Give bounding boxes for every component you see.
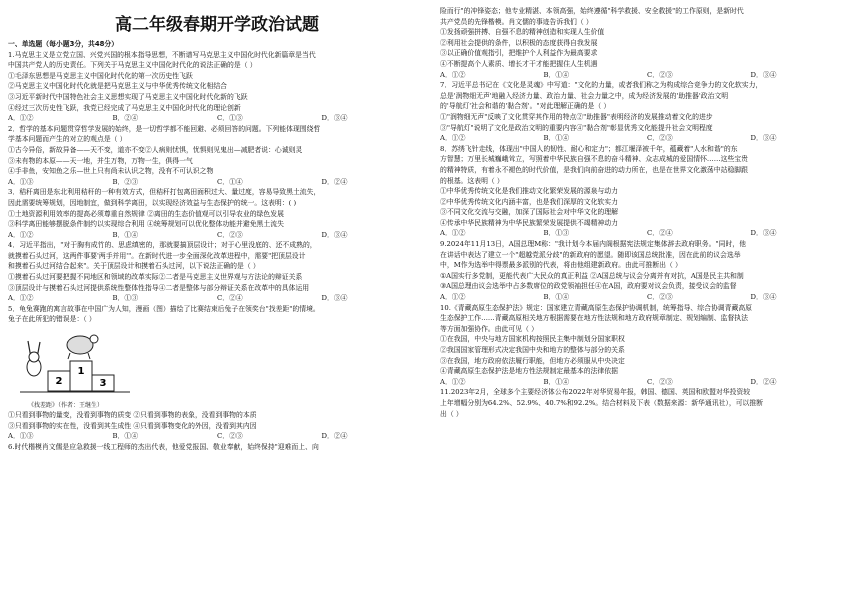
option-b[interactable]: B．①④ [543, 377, 570, 386]
exam-title: 高二年级春期开学政治试题 [115, 15, 319, 35]
q4-item: ③顶层设计与摸着石头过河提供系统性整体性指导④二者是整体与部分辩证关系在改革中的具体运用 [8, 283, 310, 292]
q9-stem: 9.2024年11月13日，A国总理M称："我计划今本届内阁根据宪法规定集体辞去政府职务。"同时，他 [440, 240, 746, 249]
q8-item: ④传承中华民族精神为中华民族繁荣发展提供不竭精神动力 [440, 218, 618, 227]
option-b[interactable]: B．①④ [543, 134, 570, 143]
option-b[interactable]: B．①③ [543, 229, 570, 238]
q2-stem: 2．哲学的基本问题贯穿哲学发展的始终，是一切哲学都不能回避、必须回答的问题。下列能体现围绕哲 [8, 124, 321, 133]
q7-stem: 总是'润物细无声'地融入经济力量、政治力量、社会力量之中，成为经济发展的'助推器'政治文明 [440, 91, 729, 100]
option-c[interactable]: C．②③ [647, 293, 673, 302]
q1-item: ④经过三次历史性飞跃，我党已经完成了马克思主义中国化时代化的理论创新 [8, 103, 241, 112]
option-a[interactable]: A．①② [440, 134, 466, 143]
q6-item: ④不断提高个人素质、增长才干才能把握住人生机遇 [440, 59, 598, 68]
podium-second: 2 [55, 376, 63, 388]
podium-third: 3 [99, 378, 107, 390]
q5-stem: 5．龟兔赛跑的寓言故事在中国广为人知，漫画（图）描绘了比赛结束后兔子在领奖台"找差距"的情境。 [8, 304, 320, 313]
q4-stem: 4．习近平指出，"对于胸有成竹的、思虑缜密的，那就要搞顶层设计；对于心里没底的、还不成熟的， [8, 241, 317, 250]
q6-options [440, 70, 854, 81]
q8-stem: 8．苏绣飞针走线，体现出"中国人的韧性、耐心和定力"；都江堰泽被千年，蕴藏着"人水和谐"的东 [440, 144, 738, 153]
q10-item: ②我国国家管理形式决定我国中央和地方的整体与部分的关系 [440, 346, 625, 354]
q9-stem: 在讲话中表达了建立一个"超越党派分歧"的新政府的愿望。随即该国总统批准，因在此前的议会选举 [440, 250, 741, 259]
option-d[interactable]: D．③④ [750, 70, 777, 79]
q6-stem: 险而行"的冲锋姿态；他专业精湛、本领高强，始终遵循"科学救援、安全救援"的工作原则，是新时代 [440, 7, 744, 15]
q7-item: ①"润物细无声"反映了文化贯穿其作用的特点②"助推器"表明经济的发展推动着文化的进步 [440, 112, 713, 121]
q10-stem: 10.《青藏高原生态保护法》规定：国家建立青藏高原生态保护协调机制，统筹指导、综合协调青藏高原 [440, 303, 753, 312]
option-d[interactable]: D．③④ [750, 229, 777, 238]
option-a[interactable]: A．①② [8, 230, 34, 239]
section-heading: 一、单选题（每小题3分，共48分） [8, 40, 119, 48]
q4-options [8, 293, 426, 304]
option-a[interactable]: A．①② [8, 114, 34, 123]
q3-options [8, 230, 426, 241]
q1-stem: 中国共产党人的历史责任。下列关于马克思主义中国化时代化的说法正确的是（ ） [8, 61, 257, 70]
option-d[interactable]: D．②④ [321, 177, 348, 186]
option-d[interactable]: D．②④ [750, 377, 777, 386]
q8-stem: 的根基。这表明（ ） [440, 176, 504, 185]
option-b[interactable]: B．②④ [112, 114, 139, 123]
option-c[interactable]: C．①③ [217, 114, 243, 123]
q1-item: ②马克思主义中国化时代化就是把马克思主义与中华优秀传统文化相结合 [8, 82, 228, 91]
option-c[interactable]: C．②③ [647, 70, 673, 79]
q10-item: ④青藏高原生态保护法是地方性法规制定最基本的法律依据 [440, 367, 618, 376]
option-c[interactable]: C．①④ [217, 177, 243, 186]
q10-options [440, 377, 854, 388]
cartoon-figure [18, 327, 136, 399]
q10-stem: 等方面加强协作。由此可见（ ） [440, 324, 538, 333]
option-a[interactable]: A．①② [440, 293, 466, 302]
option-b[interactable]: B．①③ [112, 294, 139, 303]
q6-item: ③以正确价值观指引，把维护个人利益作为最高要求 [440, 49, 598, 58]
q5-stem: 兔子在此所犯的错误是：（ ） [8, 315, 96, 324]
q6-item: ②利用社会提供的条件，以积极的态度获得自我发展 [440, 38, 598, 47]
q8-stem: 的精神特质，有着永不褪色的时代价值，是我们向前奋进的动力所在，也是在世界文化激荡中站稳脚跟 [440, 165, 748, 174]
q11-stem: 上年增幅分别为64.2%、52.9%、40.7%和92.2%。结合材料及下表（数据来源：新华通讯社），可以推断 [440, 398, 764, 407]
q1-stem: 1.马克思主义是立党立国、兴党兴国的根本指导思想，不断谱写马克思主义中国化时代化新篇章是当代 [8, 50, 316, 59]
option-d[interactable]: D．③④ [750, 134, 777, 143]
q9-stem: 中，M作为选举中得票最多派别的代表，将由他组建新政府。由此可推断出（ ） [440, 261, 682, 270]
q7-options [440, 133, 854, 144]
q3-item: ①土地资源利用效率的提高必须尊重自然规律 ②离田的生态价值观可以引导农业的绿色发展 [8, 209, 284, 218]
q8-stem: 方智慧；万里长城巍峨耸立，写照着中华民族自强不息的奋斗精神、众志成城的爱国情怀……这些宝贵 [440, 155, 748, 164]
cartoon-drawing [18, 327, 136, 399]
q10-item: ①在我国，中央与地方国家机构按照民主集中制划分国家职权 [440, 335, 625, 344]
q9-item: ③A国总理由议会选举中占多数席位的政党领袖担任④在A国，政府要对议会负责，接受议会的监督 [440, 282, 737, 291]
q1-item: ①毛泽东思想是马克思主义中国化时代化的第一次历史性飞跃 [8, 71, 193, 80]
option-d[interactable]: D．③④ [321, 230, 348, 239]
right-column [440, 6, 854, 606]
option-b[interactable]: B．①④ [543, 293, 570, 302]
q7-item: ③"导航灯"说明了文化是政治文明的重要内容④"黏合剂"彰显优秀文化能提升社会文明程度 [440, 123, 713, 132]
q2-options [8, 177, 426, 188]
option-d[interactable]: D．③④ [750, 293, 777, 302]
q5-options [8, 431, 426, 442]
q6-stem: 共产党员的先锋楷模。肖文儒的事迹告诉我们（ ） [440, 17, 593, 26]
option-a[interactable]: A．①② [440, 70, 466, 79]
option-c[interactable]: C．②③ [217, 432, 243, 441]
option-a[interactable]: A．①③ [8, 432, 34, 441]
q8-item: ②中华优秀传统文化内涵丰富，也是我们深厚的文化软实力 [440, 197, 618, 206]
option-c[interactable]: C．②④ [647, 229, 673, 238]
q2-item: ①古今异俗，新故异备——天不变，道亦不变②人病则忧惧，忧惧则见鬼出—减肥者说：心诚则灵 [8, 145, 303, 154]
q2-stem: 学基本问题而产生的对立的观点是（ ） [8, 135, 127, 144]
q11-stem: 11.2023年2月，全球多个主要经济体公布2022年对华贸易年报，韩国、德国、英国和欧盟对华投资较 [440, 388, 751, 397]
q8-item: ③不同文化交流与交融，加深了国际社会对中华文化的理解 [440, 208, 618, 217]
option-b[interactable]: B．②③ [112, 177, 139, 186]
option-c[interactable]: C．②③ [647, 134, 673, 143]
option-a[interactable]: A．①② [440, 229, 466, 238]
podium-first: 1 [77, 366, 85, 378]
q7-stem: 的'导航灯'社会和谐的'黏合剂'。"对此理解正确的是（ ） [440, 102, 611, 111]
option-d[interactable]: D．②④ [321, 432, 348, 441]
cartoon-caption: 《找差距》（作者：王继生） [28, 402, 104, 410]
q11-stem: 出（ ） [440, 409, 463, 418]
option-d[interactable]: D．③④ [321, 114, 348, 123]
left-column [8, 6, 426, 606]
q10-item: ③在我国，地方政府依法履行职能，但地方必须服从中央决定 [440, 356, 625, 365]
option-c[interactable]: C．②③ [647, 377, 673, 386]
q5-item: ③只看到事物的实在性，没看到其生成性 ④只看到事物变化的外因，没看到其内因 [8, 421, 257, 430]
q2-item: ③未有物的本原——天一地，并生万物，万物一生，俱得一气 [8, 156, 193, 165]
q3-stem: 3．秸秆离田是东北利用秸秆的一种有效方式，但秸秆打包离田面积过大、量过度，容易导致黑土流失， [8, 188, 321, 197]
q9-item: ①A国实行多党制，更能代表广大民众的真正利益 ②A国总统与议会分离并有对抗，A国是民主共和制 [440, 271, 744, 280]
q4-stem: 就摸着石头过河，这两件事要'两手并用'"。在新时代进一步全面深化改革进程中，需要"把顶层设计 [8, 251, 306, 260]
option-a[interactable]: A．①② [440, 377, 466, 386]
q1-item: ③习近平新时代中国特色社会主义思想实现了马克思主义中国化时代化新的飞跃 [8, 92, 248, 101]
option-c[interactable]: C．②③ [217, 230, 243, 239]
q7-stem: 7．习近平总书记在《文化是灵魂》中写道："文化的力量，或者我们称之为构成综合竞争力的文化软实力， [440, 81, 763, 90]
q10-stem: 生态保护工作……青藏高原相关地方根据需要在地方性法规和地方政府规章制定、规划编制、监督执法 [440, 314, 748, 323]
q2-item: ④手非鱼，安知鱼之乐—世上只有尚未认识之物，没有不可认识之物 [8, 167, 214, 176]
q5-item: ①只看到事物的量变，没看到事物的质变 ②只看到事物的表象，没看到事物的本质 [8, 411, 257, 420]
option-c[interactable]: C．②④ [217, 294, 243, 303]
q4-item: ①摸着石头过河要把握不同地区和领域的改革实际②二者是马克思主义世界观与方法论的辩证关系 [8, 273, 303, 282]
q6-stem: 6.时代楷模肖文儒是应急救援一线工程师的杰出代表，他爱党报国、敬业奉献，始终保持"迎难而上、向 [8, 442, 319, 451]
option-a[interactable]: A．①③ [8, 177, 34, 186]
q4-stem: 和摸着石头过河结合起来"。关于顶层设计和摸着石头过河，以下说法正确的是（ ） [8, 262, 260, 271]
option-b[interactable]: B．①④ [112, 230, 139, 239]
q8-item: ①中华优秀传统文化是我们推动文化繁荣发展的源泉与动力 [440, 187, 618, 196]
option-a[interactable]: A．①② [8, 294, 34, 303]
option-b[interactable]: B．①④ [543, 70, 570, 79]
option-b[interactable]: B．①④ [112, 432, 139, 441]
q9-options [440, 292, 854, 303]
q8-options [440, 228, 854, 239]
q3-stem: 因此需要统筹规划，因地制宜，做到科学离田，以实现经济效益与生态保护的统一。这表明：( ) [8, 198, 297, 207]
q6-item: ①发扬顽强拼搏、自强不息的精神创造和实现人生价值 [440, 28, 605, 37]
q1-options [8, 113, 426, 124]
q3-item: ③科学离田能够摆脱条件制约以实现综合利用 ④统筹规划可以优化整体功能并避免黑土流失 [8, 220, 284, 229]
option-d[interactable]: D．③④ [321, 294, 348, 303]
